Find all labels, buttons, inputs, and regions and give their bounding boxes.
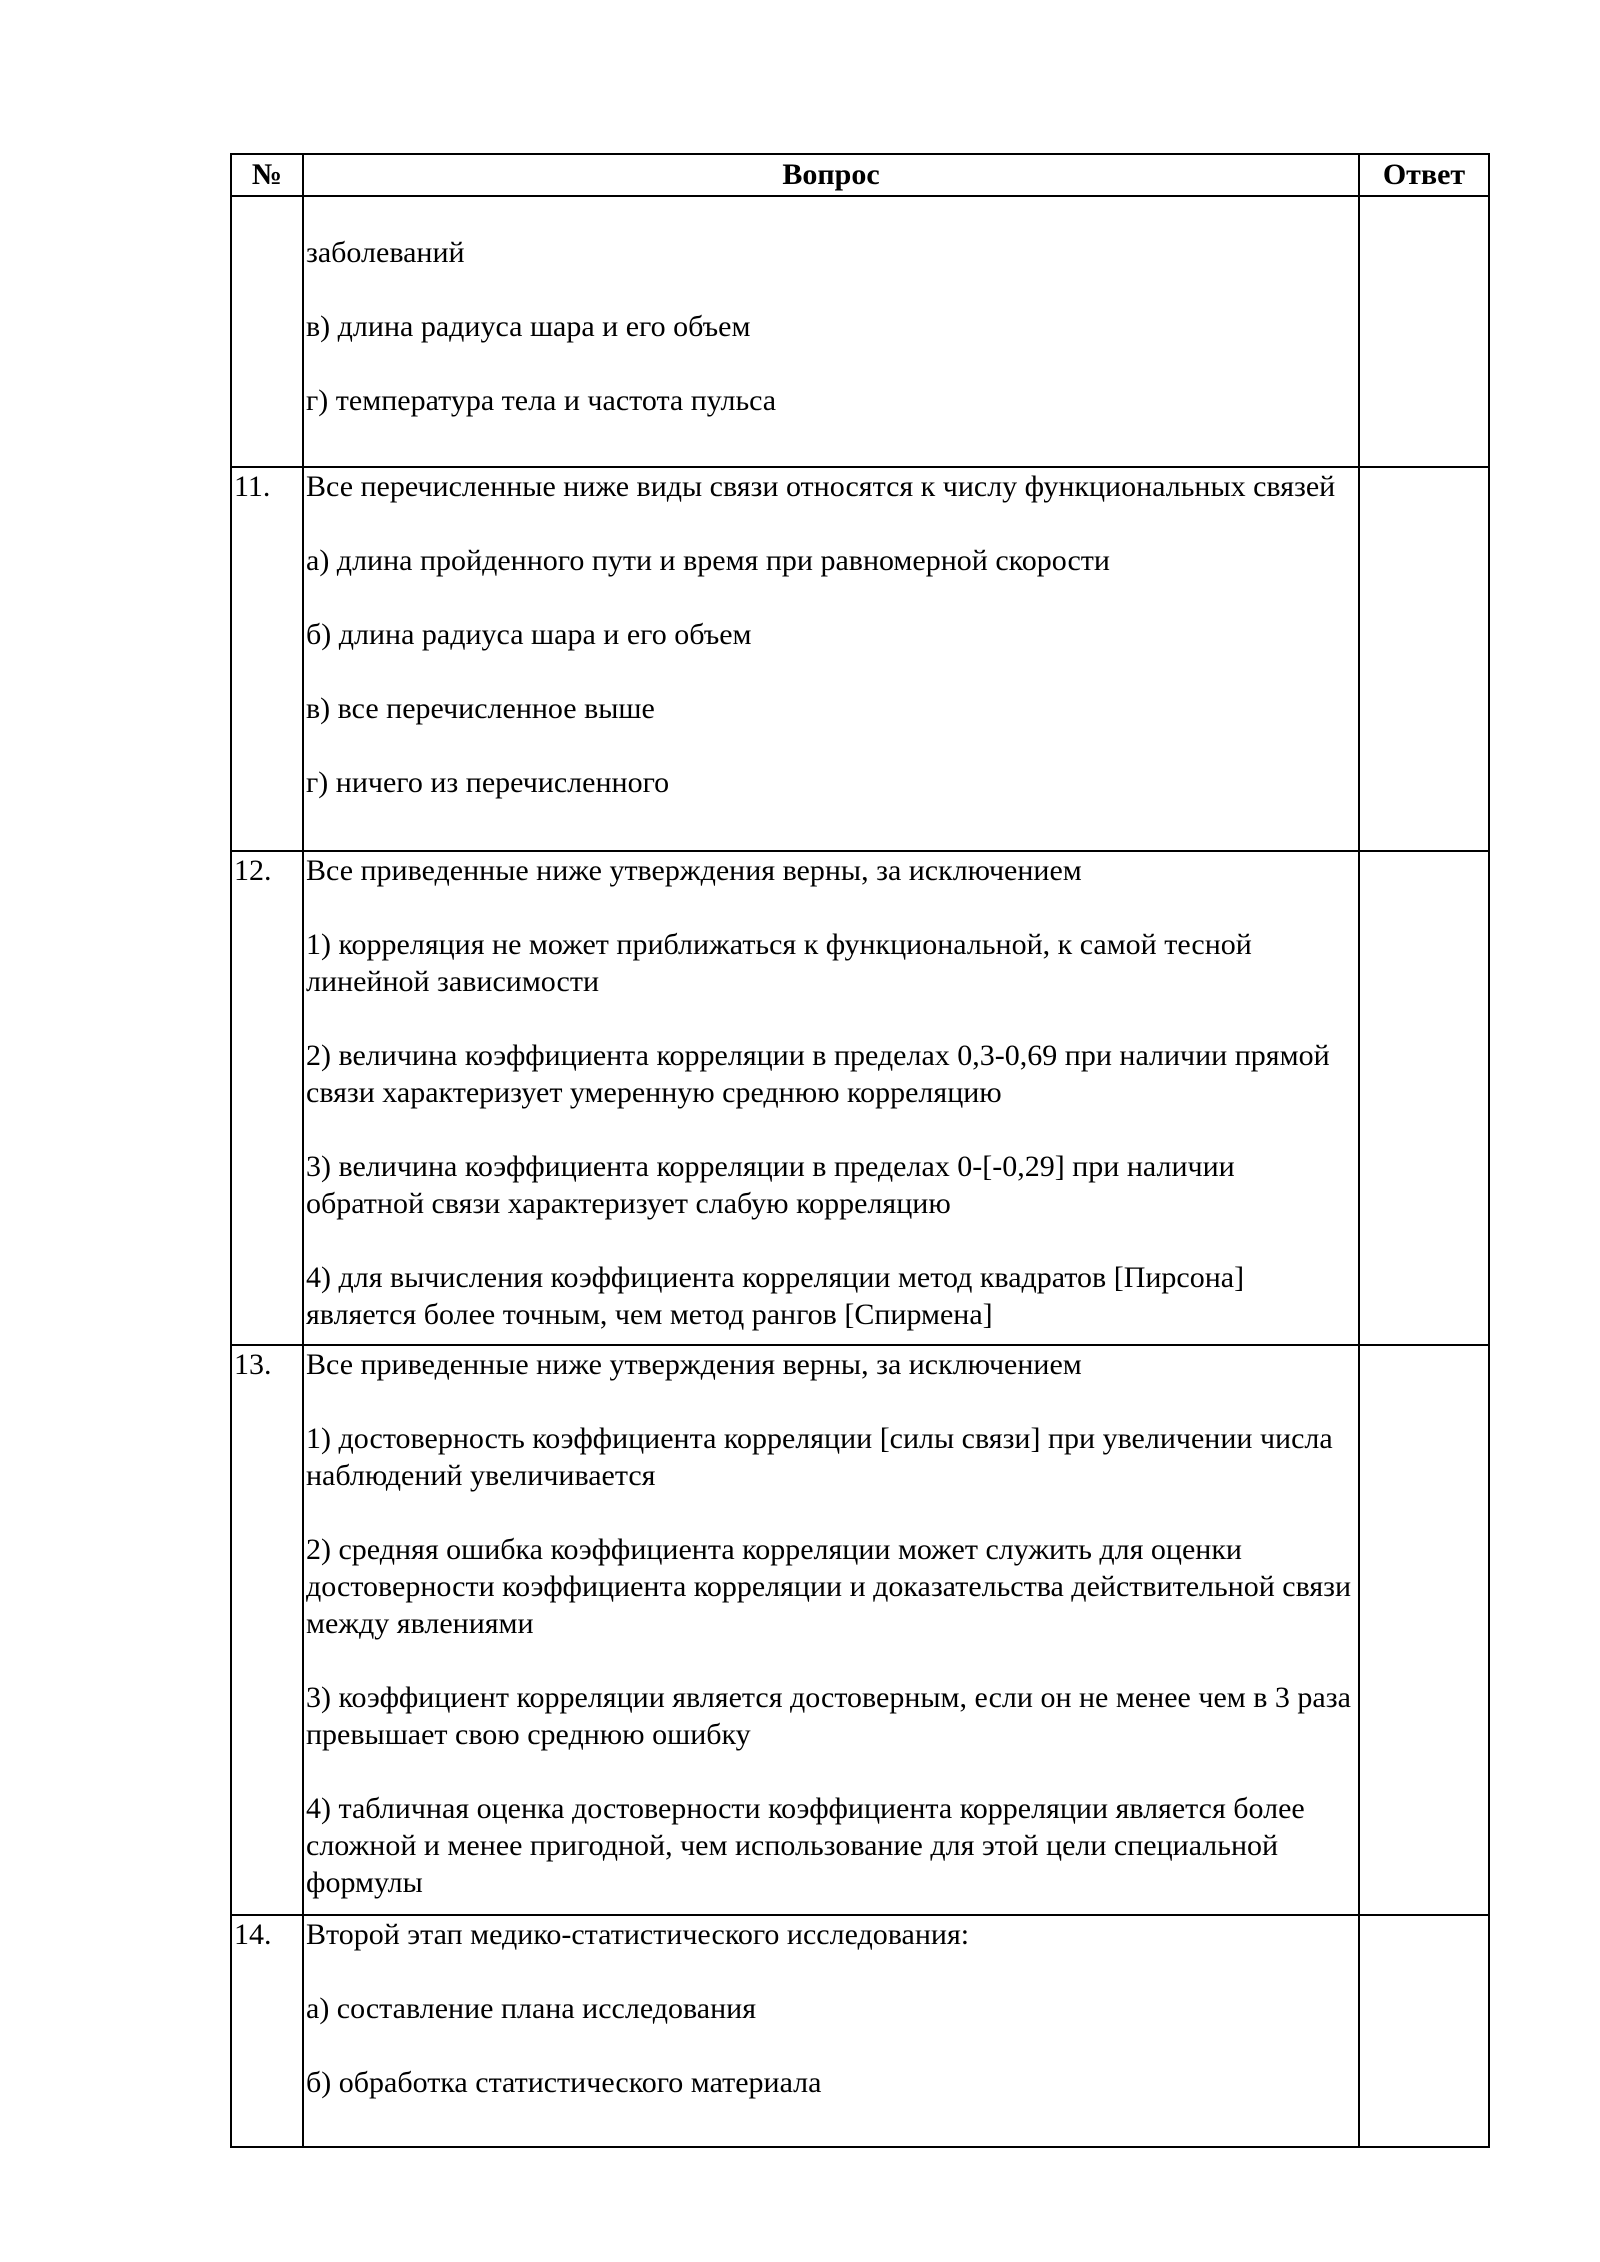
table-row — [231, 1915, 1489, 2147]
table-row — [231, 467, 1489, 851]
question-stem: Все перечисленные ниже виды связи относятся к числу функциональных связей — [306, 470, 1336, 503]
question-text — [303, 1915, 1359, 2147]
table-row — [231, 851, 1489, 1345]
questions-table — [230, 153, 1490, 2148]
answer-option: г) ничего из перечисленного — [306, 766, 670, 799]
answer-cell[interactable] — [1359, 196, 1489, 467]
table-header-row — [231, 154, 1489, 196]
answer-option: 2) средняя ошибка коэффициента корреляции может служить для оценки достоверности коэффициента корреляции и доказательства действительной связи между явлениями — [306, 1533, 1352, 1640]
question-text — [303, 467, 1359, 851]
answer-option: б) обработка статистического материала — [306, 2066, 822, 2099]
answer-option: а) длина пройденного пути и время при равномерной скорости — [306, 544, 1110, 577]
header-answer: Ответ — [1359, 154, 1489, 196]
question-line: заболеваний — [306, 236, 465, 269]
answer-option: в) все перечисленное выше — [306, 692, 655, 725]
answer-option: 3) величина коэффициента корреляции в пределах 0-[-0,29] при наличии обратной связи характеризует слабую корреляцию — [306, 1150, 1235, 1220]
answer-option: а) составление плана исследования — [306, 1992, 756, 2025]
answer-cell[interactable] — [1359, 851, 1489, 1345]
question-stem: Все приведенные ниже утверждения верны, за исключением — [306, 1348, 1082, 1381]
answer-option: 1) достоверность коэффициента корреляции [силы связи] при увеличении числа наблюдений увеличивается — [306, 1422, 1333, 1492]
header-question: Вопрос — [303, 154, 1359, 196]
question-number: 11. — [231, 467, 303, 851]
question-number: 13. — [231, 1345, 303, 1915]
question-stem: Все приведенные ниже утверждения верны, за исключением — [306, 854, 1082, 887]
question-number — [231, 196, 303, 467]
answer-option: 4) табличная оценка достоверности коэффициента корреляции является более сложной и менее пригодной, чем использование для этой цели специальной формулы — [306, 1792, 1305, 1899]
question-text — [303, 196, 1359, 467]
answer-cell[interactable] — [1359, 467, 1489, 851]
question-stem: Второй этап медико-статистического исследования: — [306, 1918, 970, 1951]
answer-option: 3) коэффициент корреляции является достоверным, если он не менее чем в 3 раза превышает свою среднюю ошибку — [306, 1681, 1351, 1751]
answer-option: 2) величина коэффициента корреляции в пределах 0,3-0,69 при наличии прямой связи характеризует умеренную среднюю корреляцию — [306, 1039, 1330, 1109]
answer-option: в) длина радиуса шара и его объем — [306, 310, 751, 343]
header-number: № — [231, 154, 303, 196]
answer-cell[interactable] — [1359, 1915, 1489, 2147]
table-row — [231, 196, 1489, 467]
answer-option: 1) корреляция не может приближаться к функциональной, к самой тесной линейной зависимости — [306, 928, 1252, 998]
answer-option: г) температура тела и частота пульса — [306, 384, 777, 417]
question-number: 12. — [231, 851, 303, 1345]
answer-option: б) длина радиуса шара и его объем — [306, 618, 752, 651]
question-number: 14. — [231, 1915, 303, 2147]
question-text — [303, 851, 1359, 1345]
answer-option: 4) для вычисления коэффициента корреляции метод квадратов [Пирсона] является более точным, чем метод рангов [Спирмена] — [306, 1261, 1245, 1331]
table-row — [231, 1345, 1489, 1915]
question-text — [303, 1345, 1359, 1915]
answer-cell[interactable] — [1359, 1345, 1489, 1915]
